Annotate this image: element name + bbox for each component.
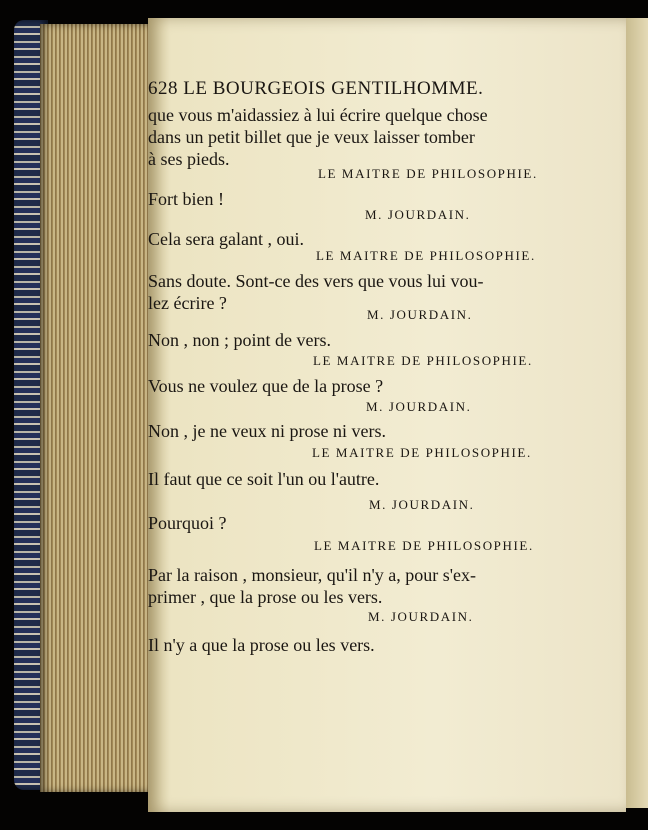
speaker-name: M. JOURDAIN. [368, 609, 474, 624]
dialogue-line: lez écrire ? [148, 293, 227, 313]
speaker-name: M. JOURDAIN. [366, 399, 472, 414]
running-header: 628 LE BOURGEOIS GENTILHOMME. [148, 78, 484, 99]
text-line: dans un petit billet que je veux laisser tomber [148, 127, 475, 147]
dialogue-line: primer , que la prose ou les vers. [148, 587, 383, 607]
speaker-name: M. JOURDAIN. [365, 207, 471, 222]
speaker-name: LE MAITRE DE PHILOSOPHIE. [312, 445, 532, 460]
dialogue-line: Par la raison , monsieur, qu'il n'y a, pour s'ex- [148, 565, 476, 585]
speaker-name: LE MAITRE DE PHILOSOPHIE. [314, 538, 534, 553]
speaker-name: M. JOURDAIN. [367, 307, 473, 322]
speaker-name: LE MAITRE DE PHILOSOPHIE. [313, 353, 533, 368]
dialogue-line: Cela sera galant , oui. [148, 229, 304, 249]
text-line: que vous m'aidassiez à lui écrire quelque chose [148, 105, 488, 125]
dialogue-line: Pourquoi ? [148, 513, 227, 533]
dialogue-line: Il n'y a que la prose ou les vers. [148, 635, 375, 655]
dialogue-line: Il faut que ce soit l'un ou l'autre. [148, 469, 380, 489]
dialogue-line: Fort bien ! [148, 189, 224, 209]
speaker-name: LE MAITRE DE PHILOSOPHIE. [318, 166, 538, 181]
speaker-name: M. JOURDAIN. [369, 497, 475, 512]
text-line: à ses pieds. [148, 149, 230, 169]
dialogue-line: Vous ne voulez que de la prose ? [148, 376, 384, 396]
dialogue-line: Non , je ne veux ni prose ni vers. [148, 421, 386, 441]
speaker-name: LE MAITRE DE PHILOSOPHIE. [316, 248, 536, 263]
dialogue-line: Non , non ; point de vers. [148, 330, 331, 350]
dialogue-line: Sans doute. Sont-ce des vers que vous lui vou- [148, 271, 484, 291]
